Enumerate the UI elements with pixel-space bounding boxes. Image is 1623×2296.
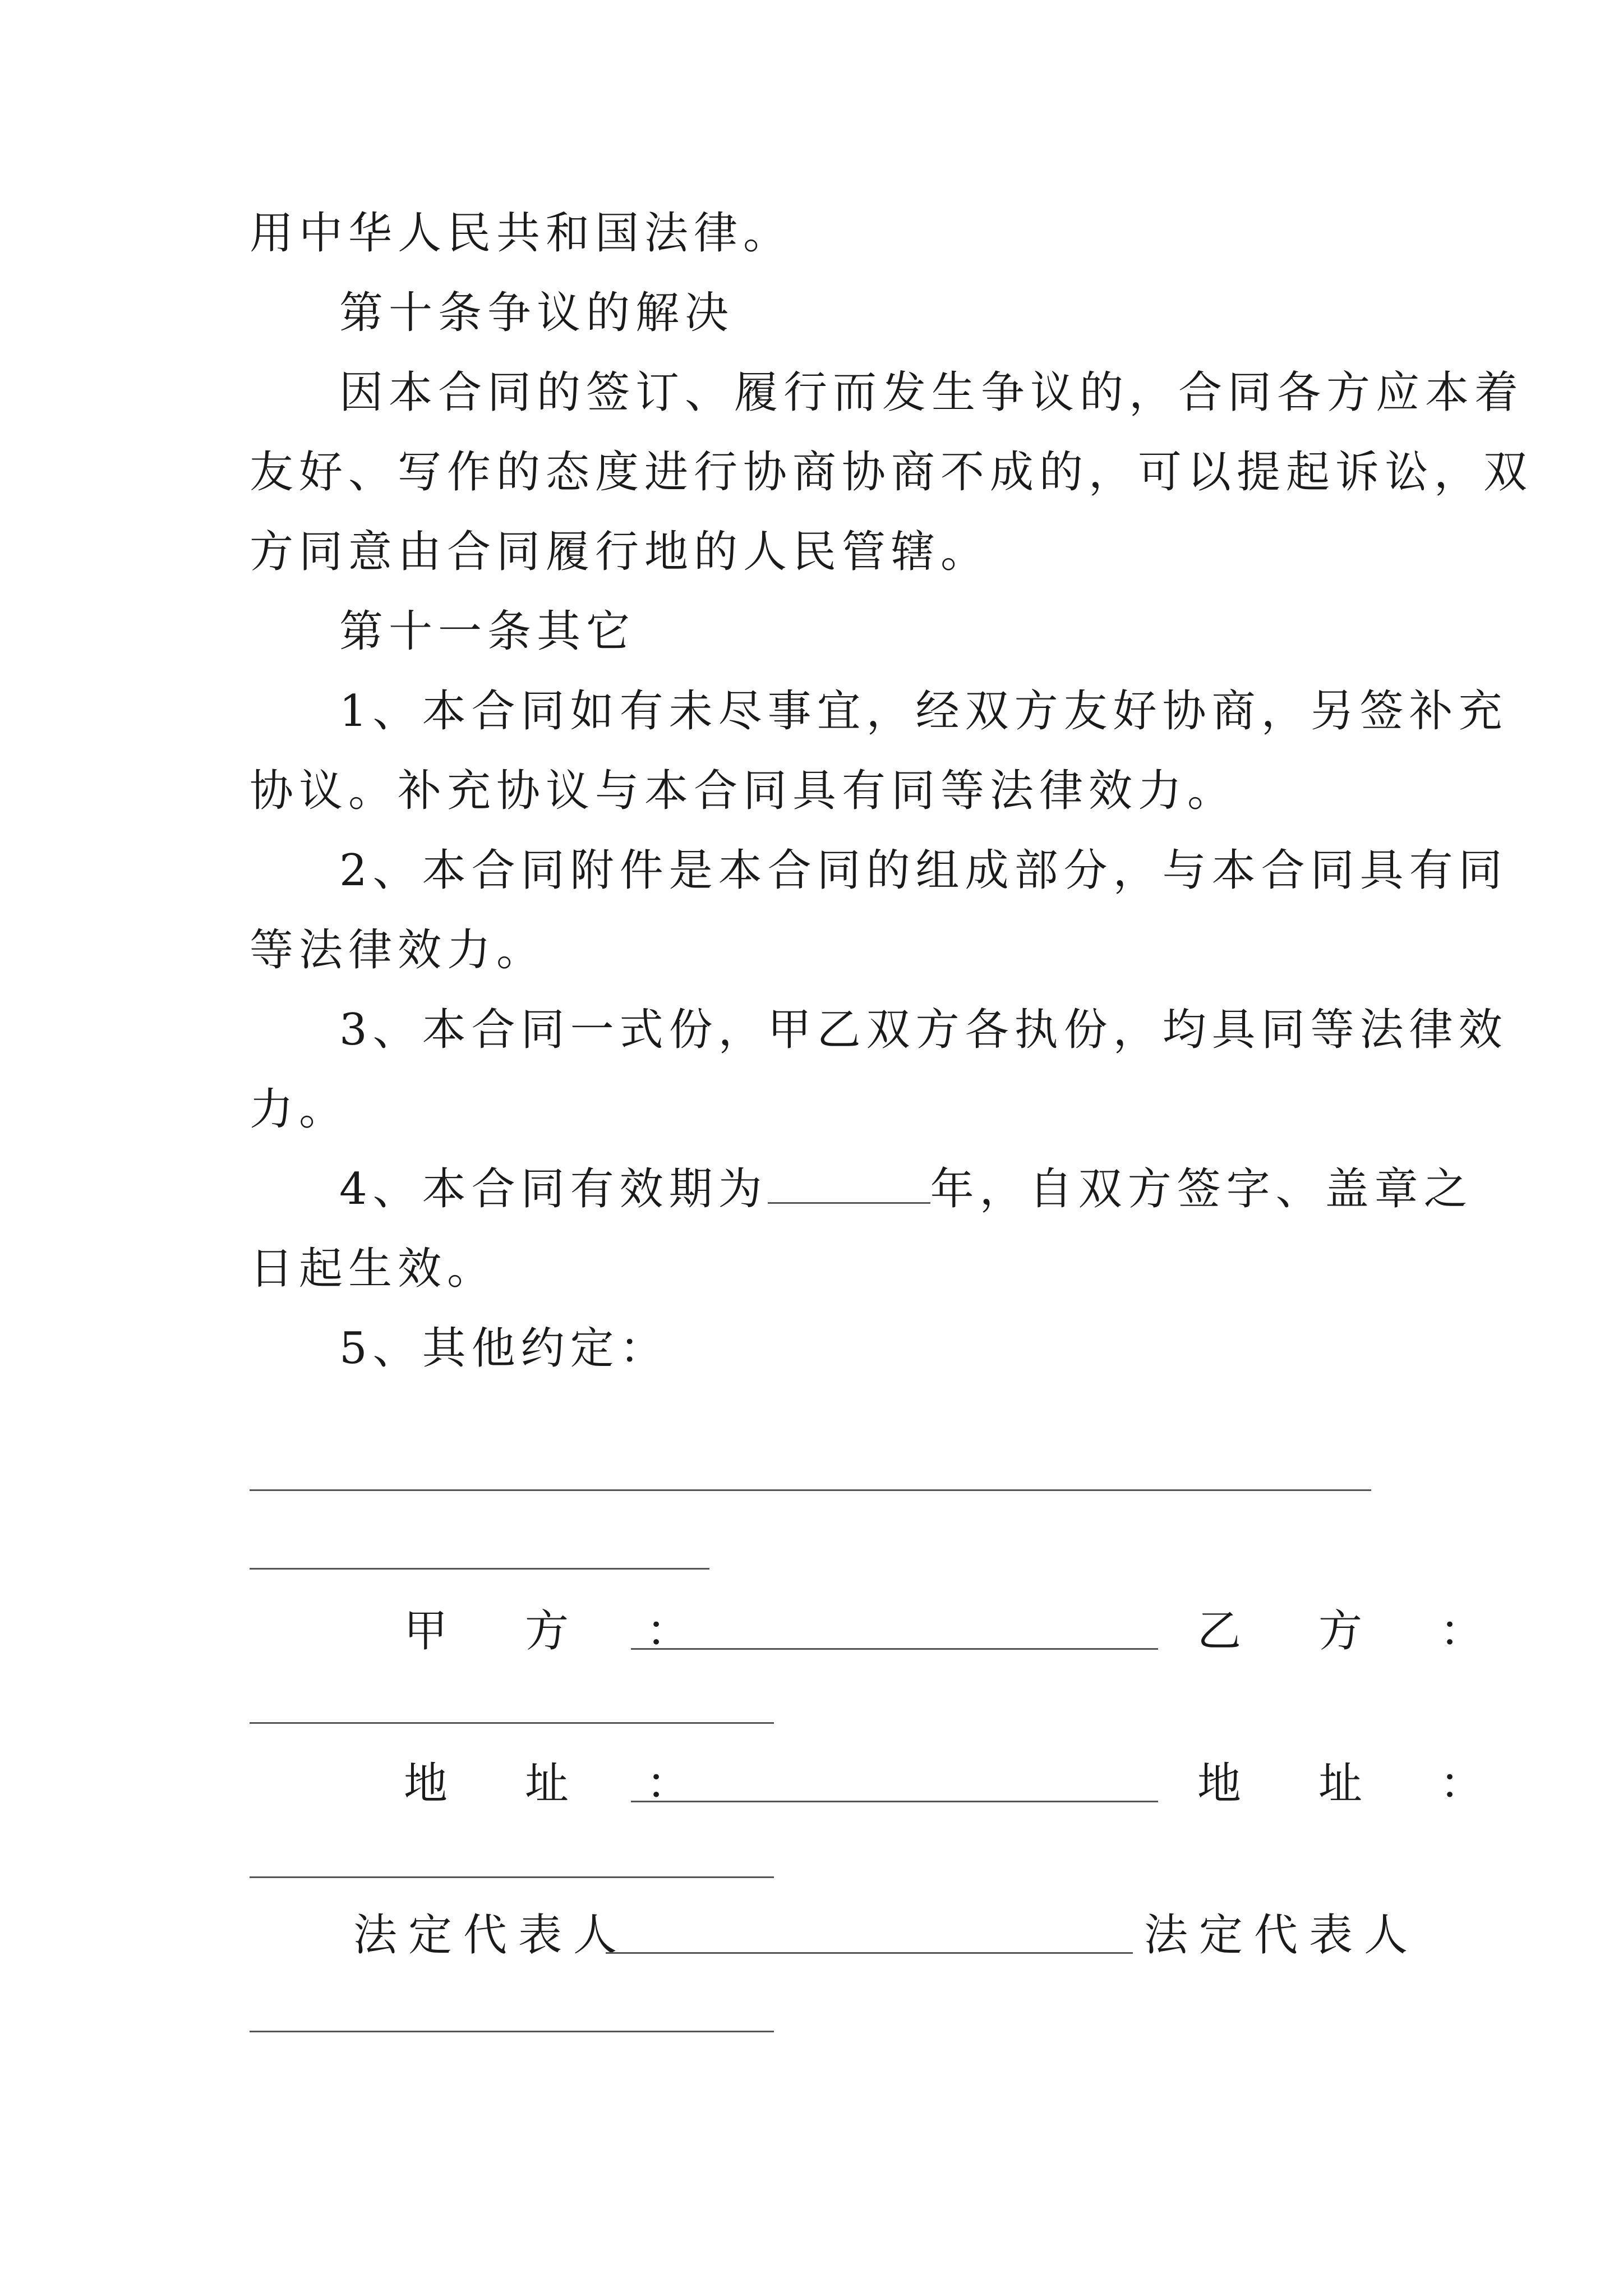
text-line: 友好、写作的态度进行协商协商不成的，可以提起诉讼，双	[250, 447, 1533, 498]
representative-a-label: 法定代表人	[353, 1910, 629, 1961]
address-b-label: 地 址 ：	[1197, 1759, 1501, 1809]
representative-b-label: 法定代表人	[1144, 1910, 1419, 1961]
party-a-label: 甲 方 ：	[404, 1606, 707, 1657]
text-line: 2、本合同附件是本合同的组成部分，与本合同具有同	[339, 845, 1508, 896]
text-line: 日起生效。	[250, 1244, 497, 1294]
party-b-blank	[250, 1722, 774, 1724]
text-line: 等法律效力。	[250, 925, 546, 976]
party-b-label: 乙 方 ：	[1197, 1606, 1501, 1657]
text-line: 用中华人民共和国法律。	[250, 208, 793, 259]
text-line: 方同意由合同履行地的人民管辖。	[250, 527, 990, 577]
blank-line	[250, 1568, 709, 1570]
text-line: 5、其他约定：	[339, 1323, 669, 1374]
item4-prefix: 4、本合同有效期为	[339, 1164, 768, 1214]
representative-row	[250, 1908, 1419, 1962]
article-10-heading: 第十条争议的解决	[339, 288, 735, 338]
party-a-blank	[631, 1648, 1158, 1650]
text-line: 3、本合同一式份，甲乙双方各执份，均具同等法律效	[339, 1005, 1508, 1055]
text-line: 因本合同的签订、履行而发生争议的，合同各方应本着	[339, 367, 1524, 418]
address-row	[250, 1757, 1501, 1811]
representative-a-blank	[606, 1952, 1133, 1954]
text-line	[339, 1162, 1473, 1216]
address-a-blank	[631, 1801, 1158, 1802]
item4-suffix: 年，自双方签字、盖章之	[930, 1164, 1473, 1214]
text-line: 力。	[250, 1084, 349, 1135]
address-b-blank	[250, 1876, 774, 1878]
validity-years-blank	[768, 1163, 930, 1204]
article-11-heading: 第十一条其它	[339, 606, 636, 657]
party-row	[250, 1604, 1501, 1658]
representative-b-blank	[250, 2031, 774, 2032]
text-line: 协议。补充协议与本合同具有同等法律效力。	[250, 766, 1237, 816]
address-a-label: 地 址 ：	[404, 1759, 707, 1809]
blank-line	[250, 1489, 1371, 1491]
text-line: 1、本合同如有未尽事宜，经双方友好协商，另签补充	[339, 686, 1508, 737]
